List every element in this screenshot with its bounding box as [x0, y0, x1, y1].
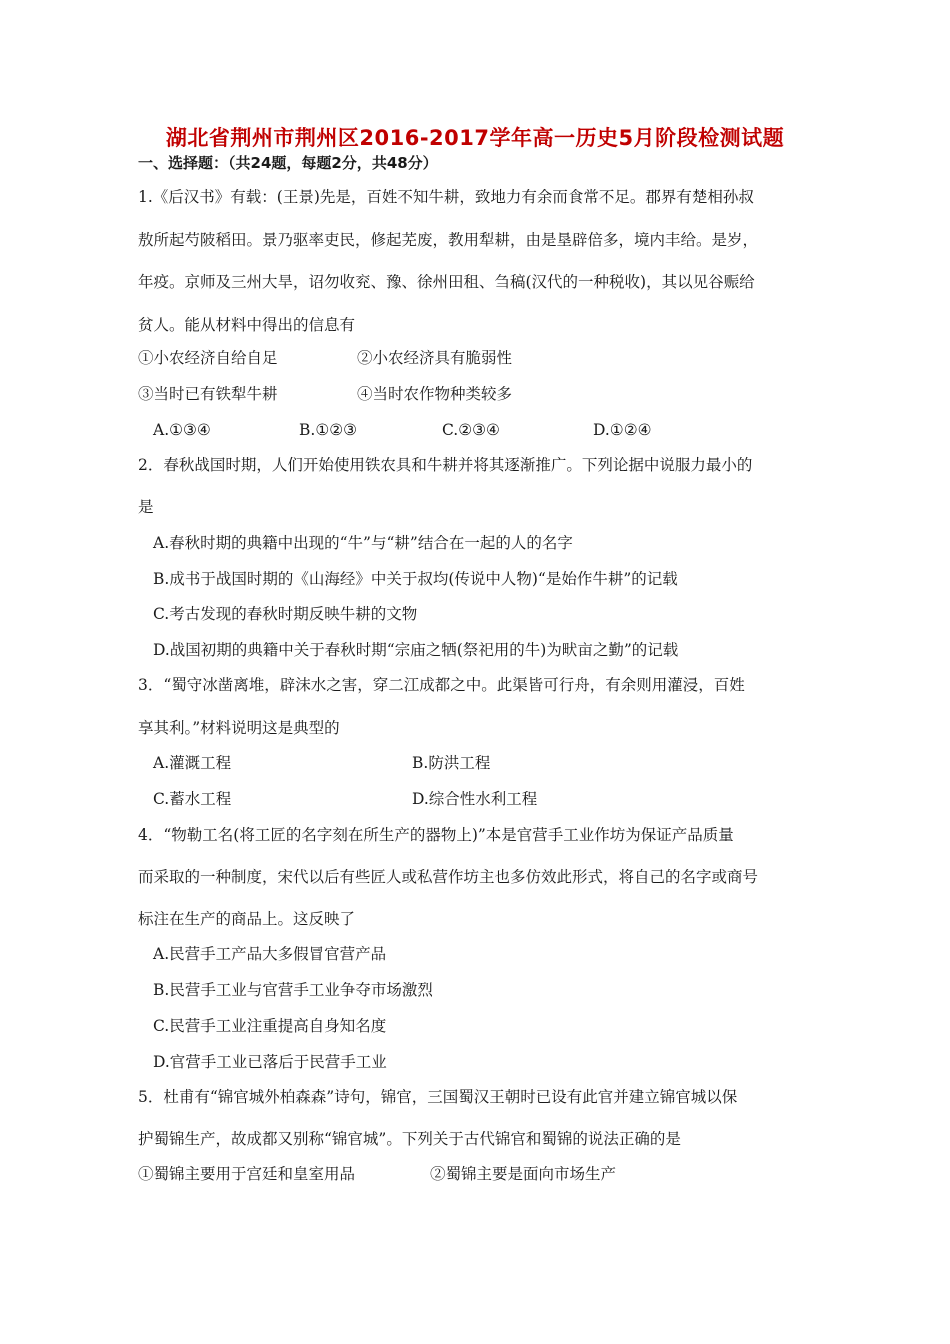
q1-line-4: 贫人。能从材料中得出的信息有 [138, 316, 356, 334]
q1-item-4: ④当时农作物种类较多 [357, 385, 513, 403]
q1-line-1: 1.《后汉书》有载：(王景)先是，百姓不知牛耕，致地力有余而食常不足。郡界有楚相孙叔 [138, 188, 754, 206]
q4-line-3: 标注在生产的商品上。这反映了 [138, 910, 356, 928]
q2-option-c: C.考古发现的春秋时期反映牛耕的文物 [153, 605, 418, 623]
q2-option-a: A.春秋时期的典籍中出现的“牛”与“耕”结合在一起的人的名字 [153, 534, 573, 552]
q4-option-b: B.民营手工业与官营手工业争夺市场激烈 [153, 981, 433, 999]
q3-option-b: B.防洪工程 [412, 754, 491, 772]
q1-option-d: D.①②④ [593, 421, 652, 439]
q3-line-1: 3．“蜀守冰凿离堆，辟沫水之害，穿二江成都之中。此渠皆可行舟，有余则用灌浸，百姓 [138, 676, 745, 694]
q5-item-1: ①蜀锦主要用于宫廷和皇室用品 [138, 1165, 356, 1183]
q3-option-d: D.综合性水利工程 [412, 790, 538, 808]
q1-option-a: A.①③④ [153, 421, 211, 439]
q4-line-2: 而采取的一种制度，宋代以后有些匠人或私营作坊主也多仿效此形式，将自己的名字或商号 [138, 868, 759, 886]
q1-option-b: B.①②③ [299, 421, 358, 439]
q5-line-2: 护蜀锦生产，故成都又别称“锦官城”。下列关于古代锦官和蜀锦的说法正确的是 [138, 1130, 681, 1148]
q1-line-2: 敖所起芍陂稻田。景乃驱率吏民，修起芜废，教用犁耕，由是垦辟倍多，境内丰给。是岁， [138, 231, 759, 249]
q4-option-c: C.民营手工业注重提高自身知名度 [153, 1017, 387, 1035]
q3-line-2: 享其利。”材料说明这是典型的 [138, 719, 340, 737]
q4-line-1: 4．“物勒工名(将工匠的名字刻在所生产的器物上)”本是官营手工业作坊为保证产品质量 [138, 826, 734, 844]
q2-option-b: B.成书于战国时期的《山海经》中关于叔均(传说中人物)“是始作牛耕”的记载 [153, 570, 678, 588]
q4-option-d: D.官营手工业已落后于民营手工业 [153, 1053, 387, 1071]
q1-line-3: 年疫。京师及三州大旱，诏勿收兖、豫、徐州田租、刍稿(汉代的一种税收)，其以见谷赈给 [138, 273, 755, 291]
exam-title: 湖北省荆州市荆州区2016-2017学年高一历史5月阶段检测试题 [165, 126, 785, 150]
q2-line-2: 是 [138, 498, 154, 516]
q3-option-c: C.蓄水工程 [153, 790, 232, 808]
q1-item-3: ③当时已有铁犁牛耕 [138, 385, 278, 403]
q5-item-2: ②蜀锦主要是面向市场生产 [430, 1165, 617, 1183]
q2-line-1: 2．春秋战国时期，人们开始使用铁农具和牛耕并将其逐渐推广。下列论据中说服力最小的 [138, 456, 753, 474]
q2-option-d: D.战国初期的典籍中关于春秋时期“宗庙之牺(祭祀用的牛)为畎亩之勤”的记载 [153, 641, 679, 659]
q1-option-c: C.②③④ [442, 421, 500, 439]
q1-item-2: ②小农经济具有脆弱性 [357, 349, 513, 367]
section-heading: 一、选择题：（共24题，每题2分，共48分） [138, 154, 438, 172]
q1-item-1: ①小农经济自给自足 [138, 349, 278, 367]
q3-option-a: A.灌溉工程 [153, 754, 232, 772]
q5-line-1: 5．杜甫有“锦官城外柏森森”诗句，锦官，三国蜀汉王朝时已设有此官并建立锦官城以保 [138, 1088, 738, 1106]
q4-option-a: A.民营手工产品大多假冒官营产品 [153, 945, 387, 963]
